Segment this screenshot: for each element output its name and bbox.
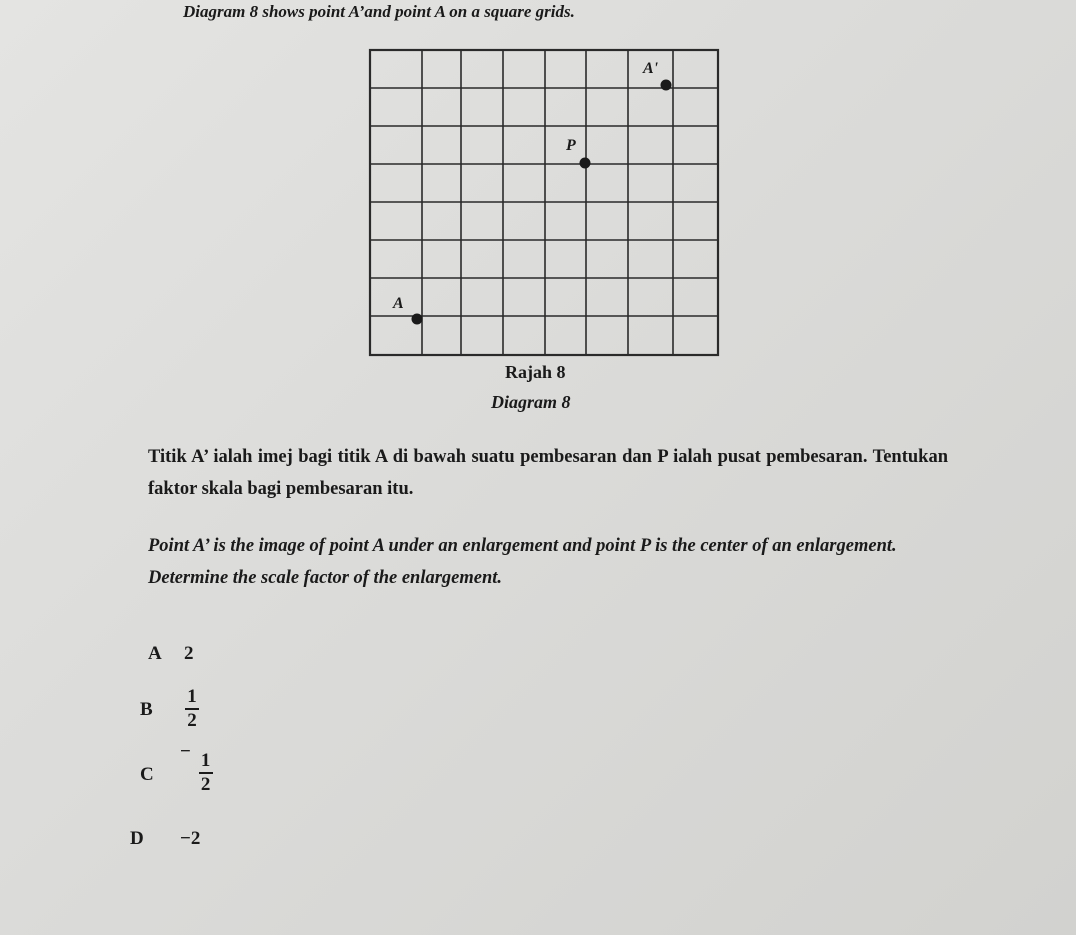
fraction-numerator: 1 <box>187 686 197 707</box>
caption-english: Diagram 8 <box>491 392 571 412</box>
question-english: Point A’ is the image of point A under an enlargement and point P is the center of an enlargement. Determine the scale factor of the enlargement. <box>148 536 897 588</box>
point-p <box>580 158 591 169</box>
grid-lines <box>370 50 718 355</box>
option-letter: C <box>140 764 154 785</box>
option-value: −2 <box>180 828 201 849</box>
question-malay: Titik A’ ialah imej bagi titik A di bawah suatu pembesaran dan P ialah pusat pembesaran. Tentukan faktor skala bagi pembesaran itu. <box>148 447 948 499</box>
fraction-denominator: 2 <box>200 774 211 795</box>
label-p: P <box>566 137 576 154</box>
fraction-denominator: 2 <box>187 710 197 731</box>
point-a-prime <box>661 80 672 91</box>
option-a[interactable] <box>148 643 228 671</box>
fraction <box>185 686 199 732</box>
intro-text: Diagram 8 shows point A’and point A on a square grids. <box>183 2 575 21</box>
option-c[interactable] <box>140 740 230 800</box>
caption-malay: Rajah 8 <box>505 362 566 382</box>
option-letter: D <box>130 828 144 849</box>
minus-sign: − <box>180 740 191 762</box>
label-a: A <box>393 295 404 312</box>
square-grid-diagram <box>360 40 730 370</box>
option-letter: A <box>148 643 162 664</box>
option-letter: B <box>140 699 153 720</box>
label-a-prime: A' <box>643 60 659 77</box>
fraction-numerator: 1 <box>200 750 211 771</box>
option-d[interactable] <box>130 828 220 856</box>
fraction <box>180 740 213 796</box>
option-b[interactable] <box>140 686 220 736</box>
option-value: 2 <box>184 643 194 664</box>
point-a <box>412 314 423 325</box>
